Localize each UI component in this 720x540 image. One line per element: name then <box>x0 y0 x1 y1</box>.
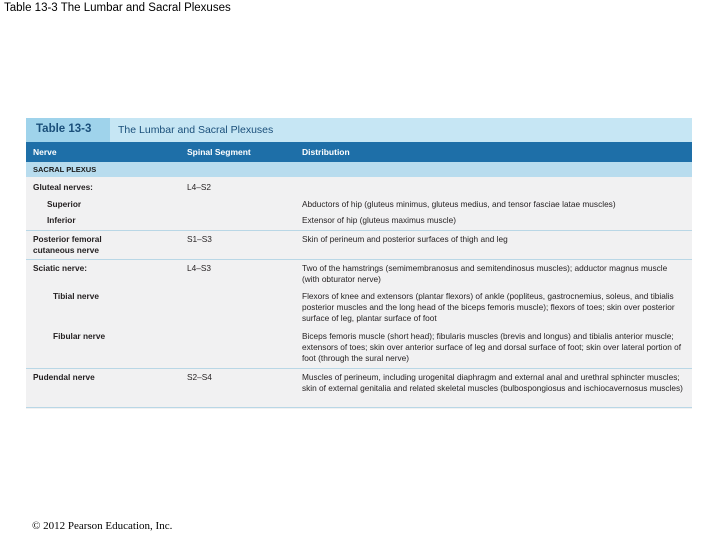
distribution-cell: Extensor of hip (gluteus maximus muscle) <box>302 215 457 225</box>
nerve-cell: Fibular nerve <box>53 331 106 341</box>
table-row <box>26 369 692 408</box>
table-number-box <box>26 118 110 142</box>
segment-cell: S1–S3 <box>187 234 212 244</box>
slide-title: Table 13-3 The Lumbar and Sacral Plexuses <box>4 2 231 14</box>
nerve-cell: Gluteal nerves: <box>33 182 93 192</box>
column-header-row <box>26 142 692 162</box>
distribution-cell: Muscles of perineum, including urogenital diaphragm and external anal and urethral sphincter muscles; skin of external genitalia and related skeletal muscles (bulbospongiosus and ischiocavernosus muscles) <box>302 372 683 393</box>
copyright-footer: © 2012 Pearson Education, Inc. <box>32 520 173 532</box>
nerve-cell: Posterior femoral cutaneous nerve <box>33 234 102 255</box>
segment-cell: L4–S3 <box>187 263 211 273</box>
table-number: Table 13-3 <box>36 123 92 135</box>
nerve-cell: Superior <box>47 199 82 209</box>
segment-cell: L4–S2 <box>187 182 211 192</box>
nerve-cell: Tibial nerve <box>53 291 99 301</box>
nerve-cell: Inferior <box>47 215 76 225</box>
plexus-table <box>26 118 692 409</box>
table-banner <box>26 118 692 142</box>
distribution-cell: Flexors of knee and extensors (plantar flexors) of ankle (popliteus, gastrocnemius, soleus, and tibialis posterior muscles and the long head of the biceps femoris muscle); flexors of toes; skin over posterior surface of leg, plantar surface of foot <box>302 291 675 323</box>
segment-cell: S2–S4 <box>187 372 212 382</box>
section-header <box>26 162 692 177</box>
section-label: SACRAL PLEXUS <box>33 165 97 174</box>
column-header-spinal-segment: Spinal Segment <box>187 147 251 157</box>
distribution-cell: Abductors of hip (gluteus minimus, gluteus medius, and tensor fasciae latae muscles) <box>302 199 616 209</box>
table-title: The Lumbar and Sacral Plexuses <box>118 124 274 136</box>
distribution-cell: Skin of perineum and posterior surfaces of thigh and leg <box>302 234 508 244</box>
distribution-cell: Biceps femoris muscle (short head); fibularis muscles (brevis and longus) and tibialis anterior muscle; extensors of toes; skin over anterior surface of leg and dorsal surface of foot; skin over lateral portion of foot (through the sural nerve) <box>302 331 682 363</box>
distribution-cell: Two of the hamstrings (semimembranosus and semitendinosus muscles); adductor magnus muscle (with obturator nerve) <box>302 263 668 284</box>
column-header-distribution: Distribution <box>302 147 350 157</box>
nerve-cell: Sciatic nerve: <box>33 263 87 273</box>
nerve-cell: Pudendal nerve <box>33 372 95 382</box>
table-row-sciatic-group <box>26 260 692 369</box>
table-row-gluteal-group <box>26 177 692 231</box>
table-row <box>26 231 692 260</box>
column-header-nerve: Nerve <box>33 147 57 157</box>
